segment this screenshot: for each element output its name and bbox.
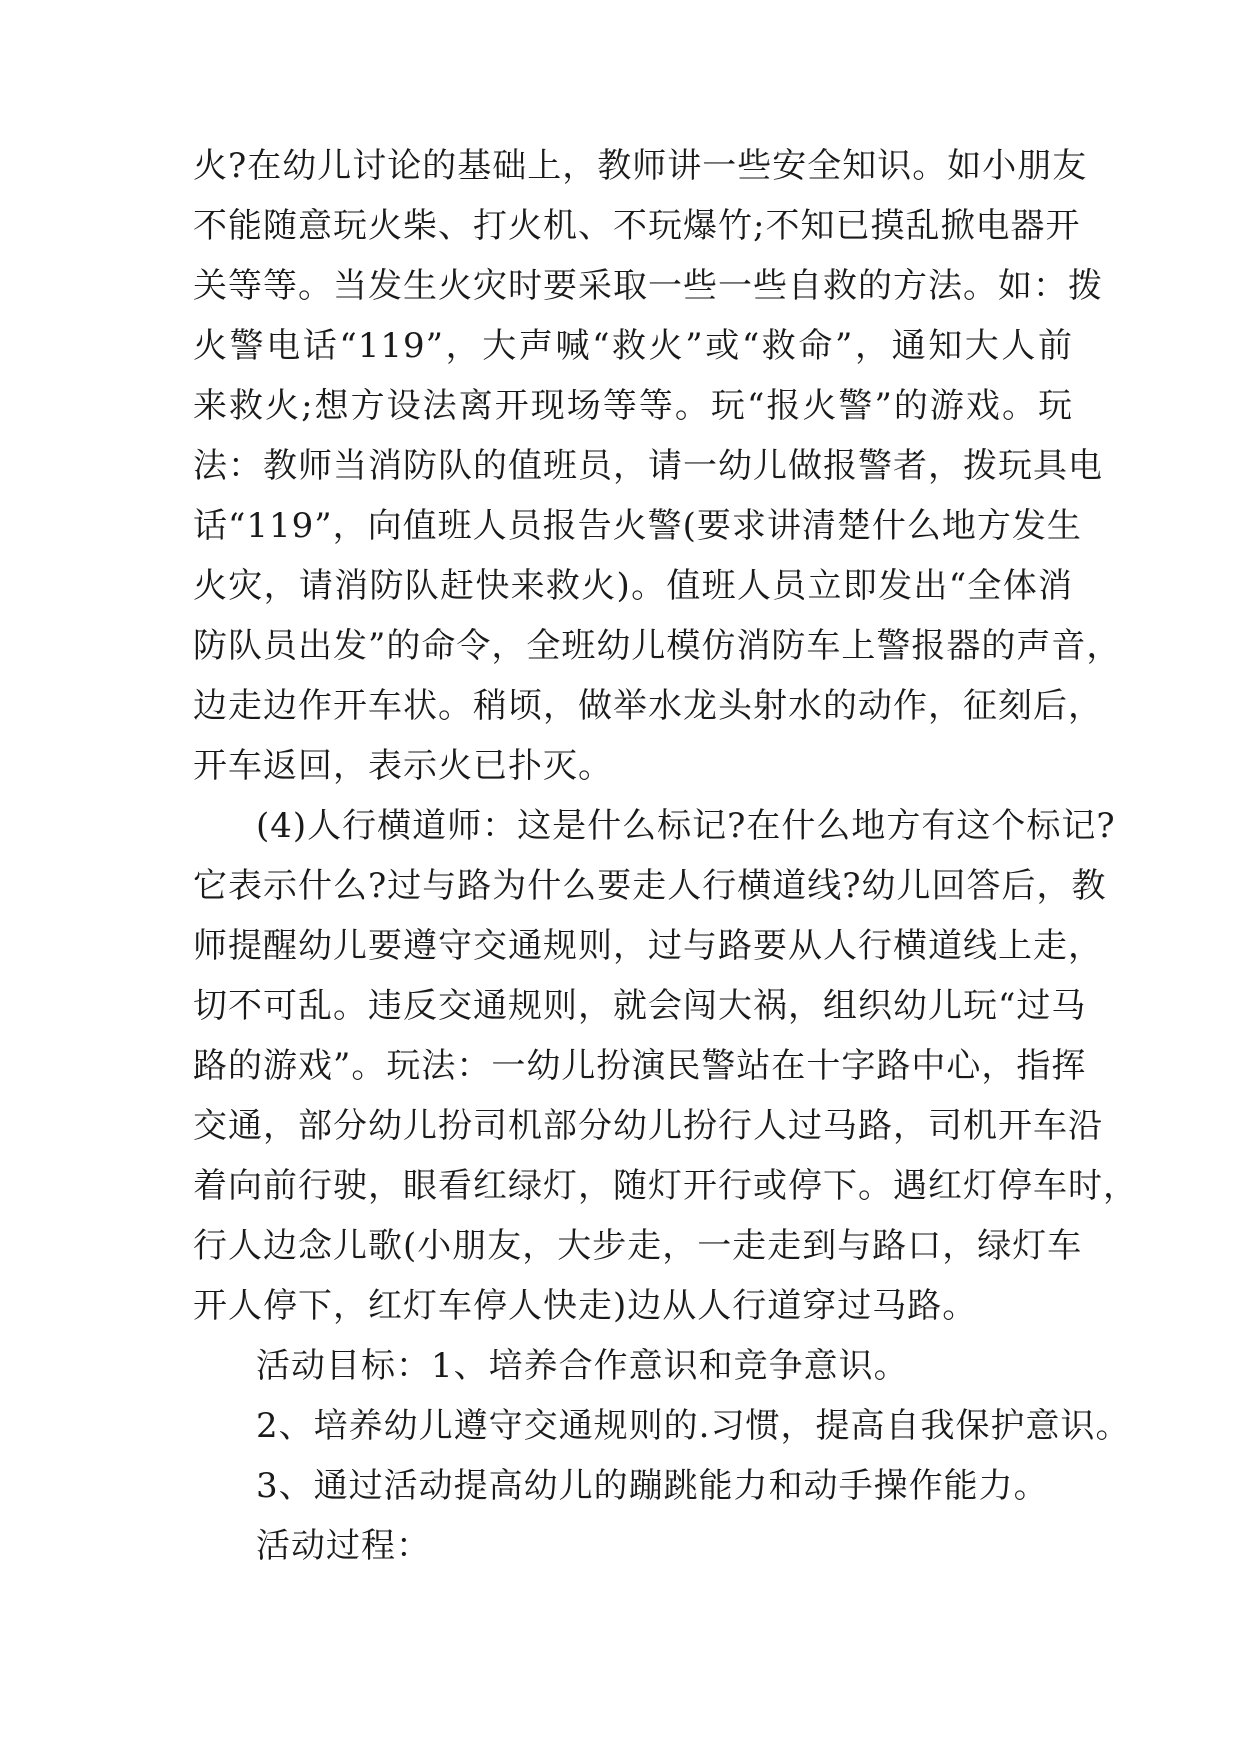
text-line: 开人停下，红灯车停人快走)边从人行道穿过马路。 — [193, 1286, 978, 1326]
text-line: 活动目标：1、培养合作意识和竞争意识。 — [256, 1346, 909, 1386]
text-line: 它表示什么?过与路为什么要走人行横道线?幼儿回答后，教 — [193, 866, 1107, 906]
text-line: 路的游戏”。玩法：一幼儿扮演民警站在十字路中心，指挥 — [193, 1046, 1087, 1086]
text-line: 关等等。当发生火灾时要采取一些一些自救的方法。如：拨 — [193, 266, 1103, 306]
text-line: 边走边作开车状。稍顷，做举水龙头射水的动作，征刻后， — [193, 686, 1103, 726]
text-line: 活动过程： — [256, 1526, 431, 1566]
text-line: 2、培养幼儿遵守交通规则的.习惯，提高自我保护意识。 — [256, 1406, 1131, 1446]
text-line: 法：教师当消防队的值班员，请一幼儿做报警者，拨玩具电 — [193, 446, 1103, 486]
text-line: 着向前行驶，眼看红绿灯，随灯开行或停下。遇红灯停车时， — [193, 1166, 1138, 1206]
text-line: 火警电话“119”，大声喊“救火”或“救命”，通知大人前 — [193, 326, 1073, 366]
text-line: 话“119”，向值班人员报告火警(要求讲清楚什么地方发生 — [193, 506, 1082, 546]
text-line: 3、通过活动提高幼儿的蹦跳能力和动手操作能力。 — [256, 1466, 1049, 1506]
text-line: (4)人行横道师：这是什么标记?在什么地方有这个标记? — [256, 806, 1116, 846]
text-line: 防队员出发”的命令，全班幼儿模仿消防车上警报器的声音， — [193, 626, 1122, 666]
text-line: 不能随意玩火柴、打火机、不玩爆竹;不知已摸乱掀电器开 — [193, 206, 1081, 246]
text-line: 交通，部分幼儿扮司机部分幼儿扮行人过马路，司机开车沿 — [193, 1106, 1103, 1146]
text-line: 火?在幼儿讨论的基础上，教师讲一些安全知识。如小朋友 — [193, 146, 1088, 186]
text-line: 切不可乱。违反交通规则，就会闯大祸，组织幼儿玩“过马 — [193, 986, 1087, 1026]
text-line: 行人边念儿歌(小朋友，大步走，一走走到与路口，绿灯车 — [193, 1226, 1083, 1266]
text-line: 来救火;想方设法离开现场等等。玩“报火警”的游戏。玩 — [193, 386, 1073, 426]
text-line: 火灾，请消防队赶快来救火)。值班人员立即发出“全体消 — [193, 566, 1073, 606]
text-line: 开车返回，表示火已扑灭。 — [193, 746, 613, 786]
text-line: 师提醒幼儿要遵守交通规则，过与路要从人行横道线上走， — [193, 926, 1103, 966]
